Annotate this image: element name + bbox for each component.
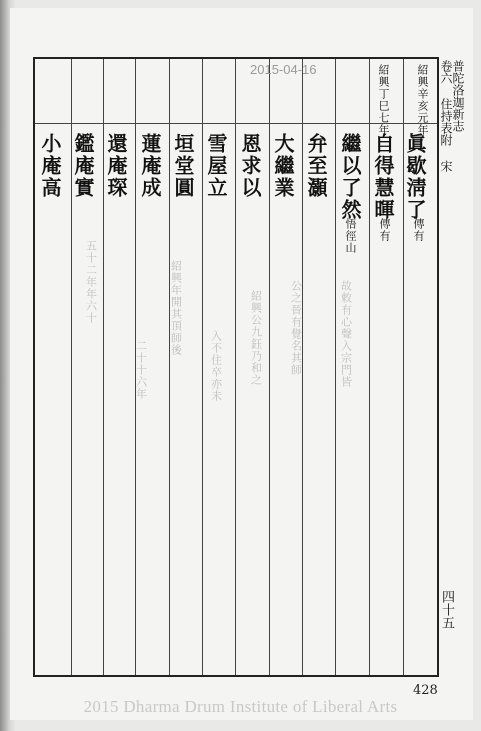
abbot-name: 恩求以: [238, 133, 262, 199]
date-watermark: 2015-04-16: [250, 62, 317, 77]
column-divider: [269, 59, 270, 675]
bleed-through: 公之晉有覺名其師: [289, 280, 303, 376]
abbot-name: 繼以了然: [338, 133, 362, 221]
footer-watermark: 2015 Dharma Drum Institute of Liberal Arts: [83, 697, 398, 716]
biography-note: 傳有: [412, 218, 425, 242]
abbot-name: 眞歇淸了: [403, 133, 427, 221]
reign-year: 紹興丁巳七年: [377, 64, 390, 136]
bleed-through: 五十二年年六十: [84, 240, 98, 324]
abbot-name: 雪屋立: [204, 133, 228, 199]
abbot-name: 自得慧暉: [371, 133, 395, 221]
abbot-name: 還庵琛: [104, 133, 128, 199]
chinese-page-number: 四十五: [439, 590, 454, 629]
column-divider: [202, 59, 203, 675]
reign-year: 紹興辛亥元年: [416, 64, 429, 136]
column-divider: [169, 59, 170, 675]
running-header: [440, 60, 464, 172]
lineage-note: 悟徑山: [344, 218, 357, 254]
abbot-name: 垣堂圓: [171, 133, 195, 199]
book-title: 普陀洛迦新志: [451, 60, 465, 132]
section-title: 卷六 住持表附 宋: [439, 60, 453, 172]
column-divider: [369, 59, 370, 675]
abbot-name: 小庵高: [38, 133, 62, 199]
page-number: 428: [413, 683, 438, 698]
abbot-name: 鑑庵實: [71, 133, 95, 199]
bleed-through: 入不住卒亦未: [209, 330, 223, 402]
biography-note: 傳有: [378, 218, 391, 242]
column-divider: [235, 59, 236, 675]
bleed-through: 故敕有心聲入宗門皆: [339, 280, 353, 388]
abbot-name: 大繼業: [271, 133, 295, 199]
column-divider: [335, 59, 336, 675]
bleed-through: 二十十六年: [134, 340, 148, 400]
abbot-name: 蓮庵成: [138, 133, 162, 199]
bleed-through: 紹興公九鈺乃和之: [249, 290, 263, 386]
abbot-name: 弁至灝: [304, 133, 328, 199]
bleed-through: 紹興年開其頂師後: [169, 260, 183, 356]
